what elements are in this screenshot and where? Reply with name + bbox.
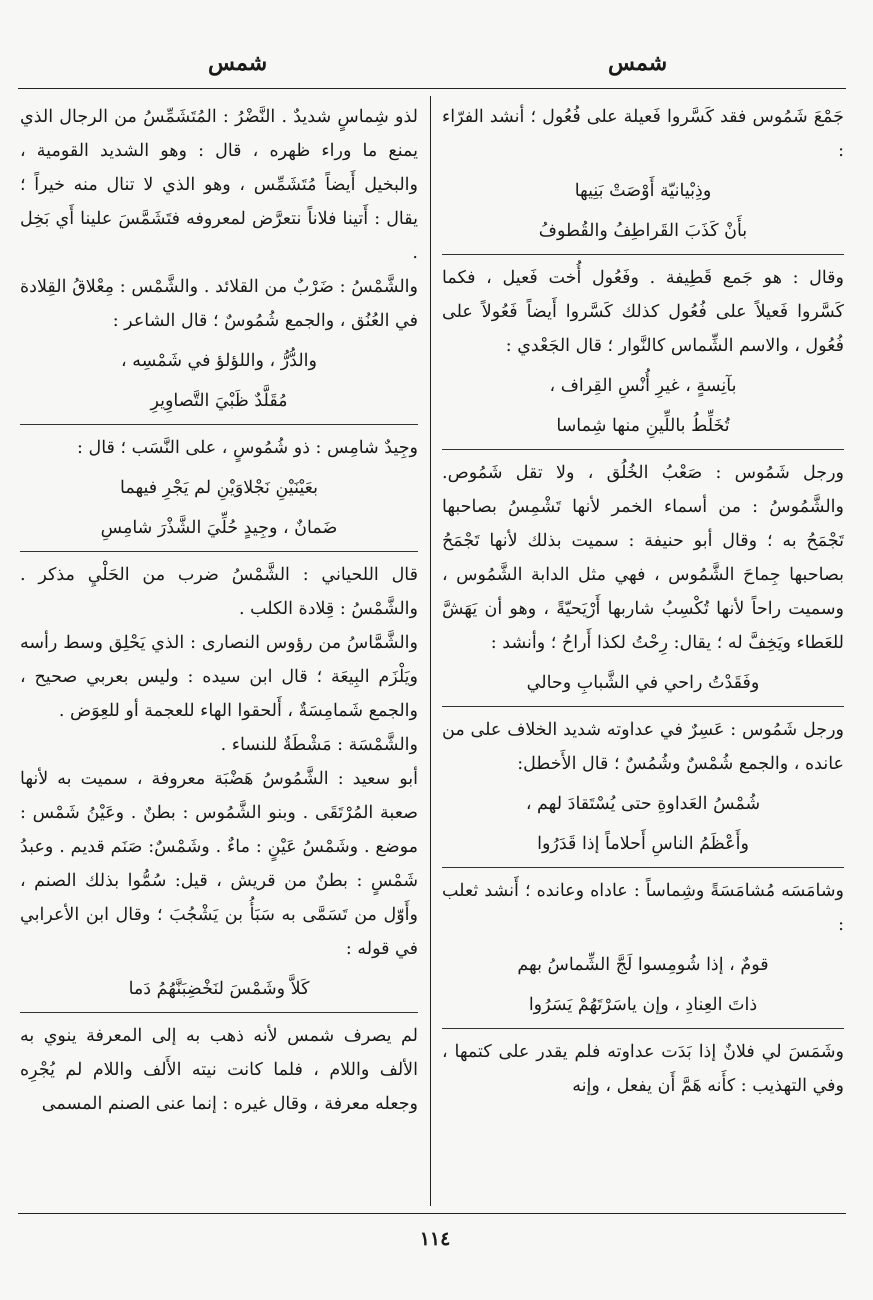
verse-line: ضَمانٌ ، وجِيدٍ حُلِّيَ الشَّذْرَ شامِسِ bbox=[100, 518, 338, 538]
verse-separator bbox=[442, 706, 844, 707]
verse-line: بآنِسةٍ ، غيرِ أُنْسِ القِراف ، bbox=[549, 376, 737, 396]
verse-line: وأَعْظَمُ الناسِ أَحلاماً إذا قَدَرُوا bbox=[537, 834, 749, 854]
left-column bbox=[20, 100, 418, 1205]
entry-paragraph: وشامَسَه مُشامَسَةً وشِماساً : عاداه وعانده ؛ أَنشد ثعلب : bbox=[442, 881, 844, 935]
verse-line: بعَيْنَيْنِ نَجْلاوَيْنِ لم يَجْرِ فيهما bbox=[120, 478, 318, 498]
running-head-left: شمس bbox=[208, 50, 268, 76]
verse-separator bbox=[442, 1028, 844, 1029]
verse-line: مُقَلَّدٌ ظَبْيَ التَّصاوِيرِ bbox=[150, 391, 288, 411]
entry-paragraph: لم يصرف شمس لأنه ذهب به إلى المعرفة ينوي به الألف واللام ، فلما كانت نيته الأَلف واللام لم يُجْرِه وجعله معرفة ، وقال غيره : إنما عنى الصنم المسمى bbox=[20, 1026, 418, 1114]
right-column bbox=[442, 100, 844, 1205]
top-rule bbox=[18, 88, 846, 89]
verse-separator bbox=[442, 449, 844, 450]
entry-paragraph: والشَّمَّاسُ من رؤوس النصارى : الذي يَحْلِق وسط رأسه ويَلْزَم البِيعَة ؛ قال ابن سيده : وليس بعربي صحيح ، والجمع شَمامِسَةٌ ، أَلحقوا الهاء للعجمة أو للعِوَض . bbox=[20, 633, 418, 721]
verse-line: بأَنْ كَذَبَ القَراطِفُ والقُطوفُ bbox=[538, 221, 748, 241]
verse-separator bbox=[442, 254, 844, 255]
verse-line: شُمْسُ العَداوةِ حتى يُسْتَقادَ لهم ، bbox=[525, 794, 761, 814]
entry-paragraph: أبو سعيد : الشَّمُوسُ هَضْبَة معروفة ، سميت به لأنها صعبة المُرْتَقَى . وبنو الشَّمُوس : بطنٌ . وعَيْنُ شَمْس : موضع . وشَمْسُ عَيْنٍ : ماءٌ . وشَمْسٌ: صَنَم قديم . وعبدُ شَمْسٍ : بطنٌ من قريش ، قيل: سُمُّوا بذلك الصنم ، وأَوّل من تَسَمَّى به سَبَأُ بن يَشْجُبَ ؛ وقال ابن الأعرابي في قوله : bbox=[20, 769, 418, 959]
verse-separator bbox=[20, 551, 418, 552]
entry-paragraph: قال اللحياني : الشَّمْسُ ضرب من الحَلْيِ مذكر . والشَّمْسُ : قِلادة الكلب . bbox=[20, 565, 418, 619]
entry-paragraph: وقال : هو جَمع قَطِيفة . وفَعُول أُخت فَعيل ، فكما كَسَّروا فَعيلاً على فُعُول كذلك كَسَّروا أَيضاً فَعُولاً على فُعُول ، والاسم الشِّماس كالنَّوار ؛ قال الجَعْدي : bbox=[442, 268, 844, 356]
verse-separator bbox=[20, 1012, 418, 1013]
entry-paragraph: ورجل شَمُوس : عَسِرٌ في عداوته شديد الخلاف على من عانده ، والجمع شُمْسٌ وشُمُسٌ ؛ قال الأَخطل: bbox=[442, 720, 844, 774]
column-divider bbox=[430, 96, 431, 1206]
verse-line: كَلاَّ وشَمْسَ لنَخْضِبَنَّهُمُ دَما bbox=[128, 979, 310, 999]
entry-paragraph: وشَمَسَ لي فلانٌ إذا بَدَت عداوته فلم يقدر على كتمها ، وفي التهذيب : كأَنه هَمَّ أَن يفعل ، وإنه bbox=[442, 1042, 844, 1096]
verse-line: وذِبْيانيّة أَوْصَتْ بَنِيها bbox=[574, 181, 712, 201]
verse-line: ذاتَ العِنادِ ، وإن ياسَرْتَهُمْ يَسَرُوا bbox=[528, 995, 758, 1015]
entry-paragraph: والشَّمْسُ : ضَرْبٌ من القلائد . والشَّمْس : مِعْلاقُ القِلادة في العُنُق ، والجمع شُمُوسٌ ؛ قال الشاعر : bbox=[20, 277, 418, 331]
entry-paragraph: ورجل شَمُوس : صَعْبُ الخُلُق ، ولا تقل شَمُوص. والشَّمُوسُ : من أسماء الخمر لأنها تَشْمِسُ بصاحبها تَجْمَحُ به ؛ وقال أبو حنيفة : سميت بذلك لأنها تَجْمَحُ بصاحبها جِماحَ الشَّمُوس ، فهي مثل الدابة الشَّمُوس ، وسميت راحاً لأنها تُكْسِبُ شاربها أَرْيَحيّةً ، وهو أن يَهَشَّ للعَطاء ويَخِفَّ له ؛ يقال: رِحْتُ لكذا أَراحُ ؛ وأنشد : bbox=[442, 463, 844, 653]
bottom-rule bbox=[18, 1213, 846, 1214]
page-number: ١١٤ bbox=[419, 1228, 451, 1250]
running-head-right: شمس bbox=[608, 50, 668, 76]
entry-paragraph: والشَّمْسَة : مَشْطَةٌ للنساء . bbox=[220, 735, 418, 755]
verse-line: تُخَلِّطُ باللِّينِ منها شِماسا bbox=[556, 416, 730, 436]
verse-line: والدُّرُّ ، واللؤلؤ في شَمْسِه ، bbox=[121, 351, 317, 371]
verse-line: وفَقَدْتُ راحي في الشَّبابِ وحالي bbox=[526, 673, 760, 693]
entry-paragraph: جَمْعَ شَمُوس فقد كَسَّروا فَعيلة على فُعُول ؛ أنشد الفرّاء : bbox=[442, 107, 844, 161]
entry-paragraph: لذو شِماسٍ شديدٌ . النَّضْرُ : المُتَشَمِّسُ من الرجال الذي يمنع ما وراء ظهره ، قال : وهو الشديد القومية ، والبخيل أَيضاً مُتَشَمِّس ، وهو الذي لا تنال منه خيراً ؛ يقال : أَتينا فلاناً نتعرَّض لمعروفه فتَشَمَّسَ علينا أَي بَخِل . bbox=[20, 107, 418, 263]
verse-line: قومٌ ، إذا شُومِسوا لَجَّ الشِّماسُ بهم bbox=[517, 955, 769, 975]
verse-separator bbox=[442, 867, 844, 868]
entry-paragraph: وجِيدٌ شامِس : ذو شُمُوسٍ ، على النَّسَب ؛ قال : bbox=[77, 438, 418, 458]
verse-separator bbox=[20, 424, 418, 425]
